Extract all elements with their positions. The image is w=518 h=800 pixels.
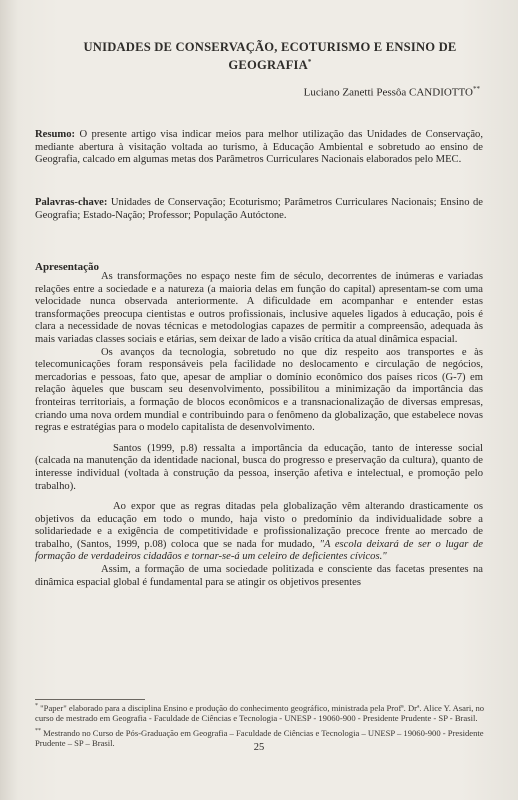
paragraph-4 (35, 501, 483, 564)
title-footnote-mark: * (307, 58, 312, 66)
footnote-2-text: Mestrando no Curso de Pós-Graduação em Geografia – Faculdade de Ciências e Tecnologia – UNESP – 19060-900 - Presidente Prudente – SP – Brasil. (35, 727, 484, 748)
abstract-label: Resumo: (35, 129, 76, 140)
footnote-divider (35, 699, 145, 700)
keywords-text: Unidades de Conservação; Ecoturismo; Parâmetros Curriculares Nacionais; Ensino de Geografia; Estado-Nação; Professor; População Autóctone. (35, 197, 483, 221)
footnote-1-text: "Paper" elaborado para a disciplina Ensino e produção do conhecimento geográfico, ministrada pela Profª. Drª. Alice Y. Asari, no curso de mestrado em Geografia - Faculdade de Ciências e Tecnologia - UNESP - 19060-900 - Presidente Prudente - SP - Brasil. (35, 702, 485, 724)
paragraph-2: Os avanços da tecnologia, sobretudo no que diz respeito aos transportes e às telecomunicações foram responsáveis pela facilidade no deslocamento e circulação de negócios, mercadorias e pessoas, fato que, apesar de ampliar o domínio econômico dos países ricos (G-7) em relação àqueles que buscam seu desenvolvimento, possibilitou a minimização da importância das fronteiras territoriais, a formação de blocos econômicos e a transnacionalização de diversas empresas, criando uma nova ordem mundial e contribuindo para o fenômeno da globalização, que estabelece novas regras e estratégias para o modelo capitalista de desenvolvimento. (35, 346, 483, 434)
keywords-label: Palavras-chave: (35, 197, 108, 208)
author-name: Luciano Zanetti Pessôa CANDIOTTO (303, 86, 473, 99)
title-line-1: UNIDADES DE CONSERVAÇÃO, ECOTURISMO E ENSINO DE (83, 40, 457, 54)
footnote-2-mark: ** (35, 727, 41, 734)
section-heading: Apresentação (35, 261, 99, 273)
footnote-1-mark: * (35, 703, 38, 709)
abstract-text: O presente artigo visa indicar meios para melhor utilização das Unidades de Conservação, mediante abertura à visitação voltada ao turismo, à Educação Ambiental e sobretudo ao ensino de Geografia, calcado em algumas metas dos Parâmetros Curriculares Nacionais elaborados pelo MEC. (35, 129, 483, 166)
author-footnote-mark: ** (473, 85, 480, 93)
page-number: 25 (253, 742, 265, 753)
paragraph-4-text: Ao expor que as regras ditadas pela globalização vêm alterando drasticamente os objetivos da educação em todo o mundo, haja visto o predomínio da individualidade sobre a solidariedade e a exigência de competitividade e profissionalização precoce frente ao mercado de trabalho, (Santos, 1999, p.08) coloca que se nada for mudado, (35, 501, 483, 550)
block-quote: "A escola deixará de ser o lugar de formação de verdadeiros cidadãos e tornar-se-á um celeiro de deficientes cívicos." (35, 538, 483, 563)
abstract (35, 129, 483, 167)
title-line-2: GEOGRAFIA (228, 58, 308, 73)
article-title (40, 40, 500, 73)
footnote-1 (35, 701, 485, 724)
paragraph-1: As transformações no espaço neste fim de século, decorrentes de inúmeras e variadas relações entre a sociedade e a natureza (a maioria delas em função do capital) apresentam-se com uma velocidade nunca observada anteriormente. A dificuldade em acompanhar e entender estas transformações preocupa cientistas e outros profissionais, inclusive aqueles ligados à educação, pois é clara a necessidade de novas técnicas e metodologias capazes de permitir a compreensão, adequada às mais variadas classes sociais e etárias, sem deixar de lado a visão crítica da atual dinâmica espacial. (35, 271, 483, 345)
paragraph-3: Santos (1999, p.8) ressalta a importância da educação, tanto de interesse social (calcada na manutenção da identidade nacional, busca do progresso e preservação da cultura), quanto de interesse individual (voltada à construção da pessoa, inserção afetiva e intelectual, e promoção pelo trabalho). (35, 442, 483, 492)
author-line (304, 85, 480, 99)
keywords (35, 197, 483, 222)
paragraph-5: Assim, a formação de uma sociedade politizada e consciente das facetas presentes na dinâmica espacial global é fundamental para se atingir os objetivos presentes (35, 564, 483, 588)
body-text (35, 271, 483, 589)
